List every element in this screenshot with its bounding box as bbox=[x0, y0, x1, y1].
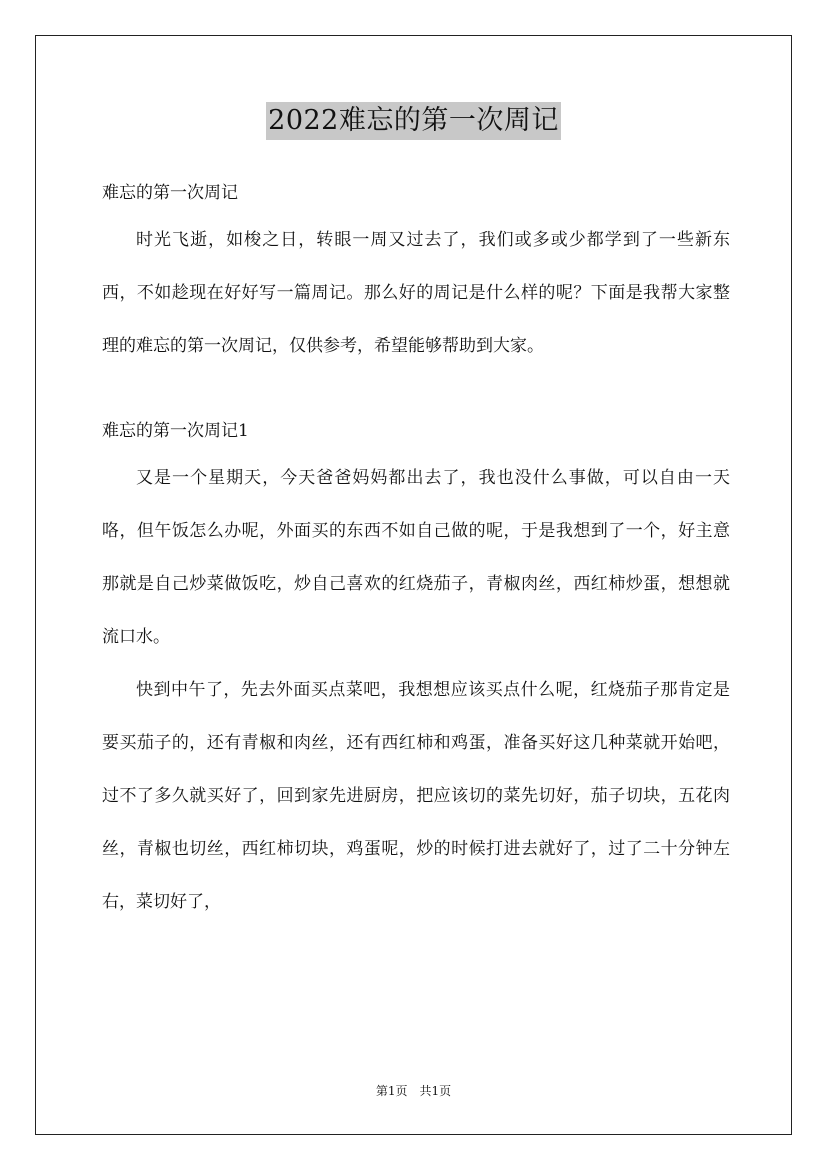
intro-heading: 难忘的第一次周记 bbox=[102, 183, 238, 203]
document-title: 2022难忘的第一次周记 bbox=[266, 102, 561, 140]
section1-heading: 难忘的第一次周记1 bbox=[102, 421, 249, 441]
section1-paragraph-2: 快到中午了，先去外面买点菜吧，我想想应该买点什么呢，红烧茄子那肯定是要买茄子的，还有青椒和肉丝，还有西红柿和鸡蛋，准备买好这几种菜就开始吧，过不了多久就买好了，回到家先进厨房，把应该切的菜先切好，茄子切块，五花肉丝，青椒也切丝，西红柿切块，鸡蛋呢，炒的时候打进去就好了，过了二十分钟左右，菜切好了， bbox=[102, 680, 730, 912]
page-footer: 第1页 共1页 bbox=[375, 1084, 452, 1098]
document-body bbox=[102, 174, 730, 929]
title-container bbox=[0, 102, 827, 140]
intro-paragraph: 时光飞逝，如梭之日，转眼一周又过去了，我们或多或少都学到了一些新东西，不如趁现在好好写一篇周记。那么好的周记是什么样的呢？下面是我帮大家整理的难忘的第一次周记，仅供参考，希望能够帮助到大家。 bbox=[102, 230, 730, 356]
section1-paragraph-1: 又是一个星期天，今天爸爸妈妈都出去了，我也没什么事做，可以自由一天咯，但午饭怎么办呢，外面买的东西不如自己做的呢，于是我想到了一个，好主意那就是自己炒菜做饭吃，炒自己喜欢的红烧茄子，青椒肉丝，西红柿炒蛋，想想就流口水。 bbox=[102, 468, 730, 647]
